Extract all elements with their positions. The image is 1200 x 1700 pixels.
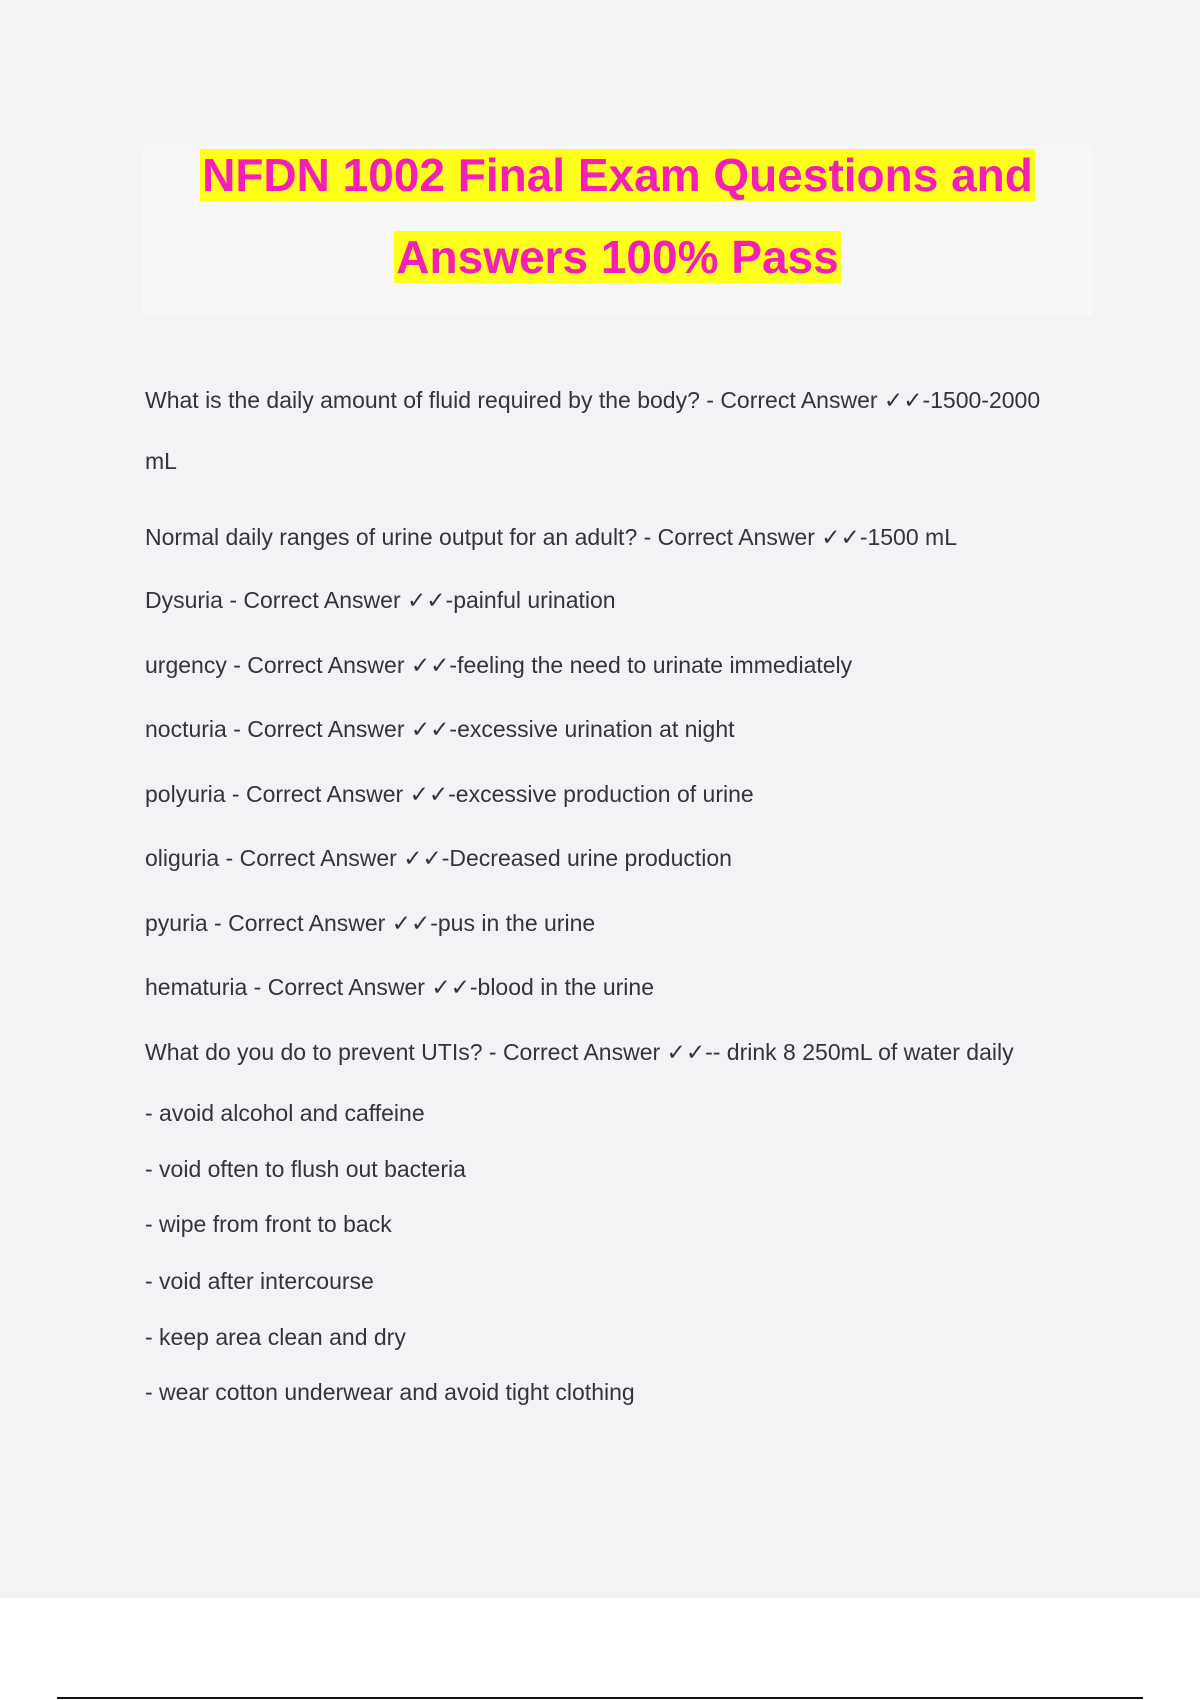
qa-line: oliguria - Correct Answer ✓✓-Decreased urine production — [145, 845, 732, 871]
footer-divider — [57, 1697, 1143, 1699]
title-block — [143, 145, 1092, 315]
qa-line: pyuria - Correct Answer ✓✓-pus in the urine — [145, 910, 596, 936]
qa-line: mL — [145, 448, 177, 474]
qa-line: What is the daily amount of fluid required by the body? - Correct Answer ✓✓-1500-2000 — [145, 387, 1041, 413]
title-line-2: Answers 100% Pass — [396, 231, 839, 283]
qa-bullet: - keep area clean and dry — [145, 1324, 406, 1350]
qa-line: Dysuria - Correct Answer ✓✓-painful urination — [145, 587, 616, 613]
qa-bullet: - void often to flush out bacteria — [145, 1156, 466, 1182]
qa-line: nocturia - Correct Answer ✓✓-excessive urination at night — [145, 716, 735, 742]
qa-line: urgency - Correct Answer ✓✓-feeling the need to urinate immediately — [145, 652, 853, 678]
qa-bullet: - void after intercourse — [145, 1268, 374, 1294]
qa-bullet: - wear cotton underwear and avoid tight clothing — [145, 1379, 635, 1405]
qa-bullet: - avoid alcohol and caffeine — [145, 1100, 425, 1126]
qa-line: Normal daily ranges of urine output for an adult? - Correct Answer ✓✓-1500 mL — [145, 524, 957, 550]
qa-line: What do you do to prevent UTIs? - Correct Answer ✓✓-- drink 8 250mL of water daily — [145, 1039, 1014, 1065]
title-line-1: NFDN 1002 Final Exam Questions and — [202, 149, 1033, 201]
qa-bullet: - wipe from front to back — [145, 1211, 392, 1237]
qa-line: hematuria - Correct Answer ✓✓-blood in the urine — [145, 974, 654, 1000]
qa-line: polyuria - Correct Answer ✓✓-excessive production of urine — [145, 781, 754, 807]
